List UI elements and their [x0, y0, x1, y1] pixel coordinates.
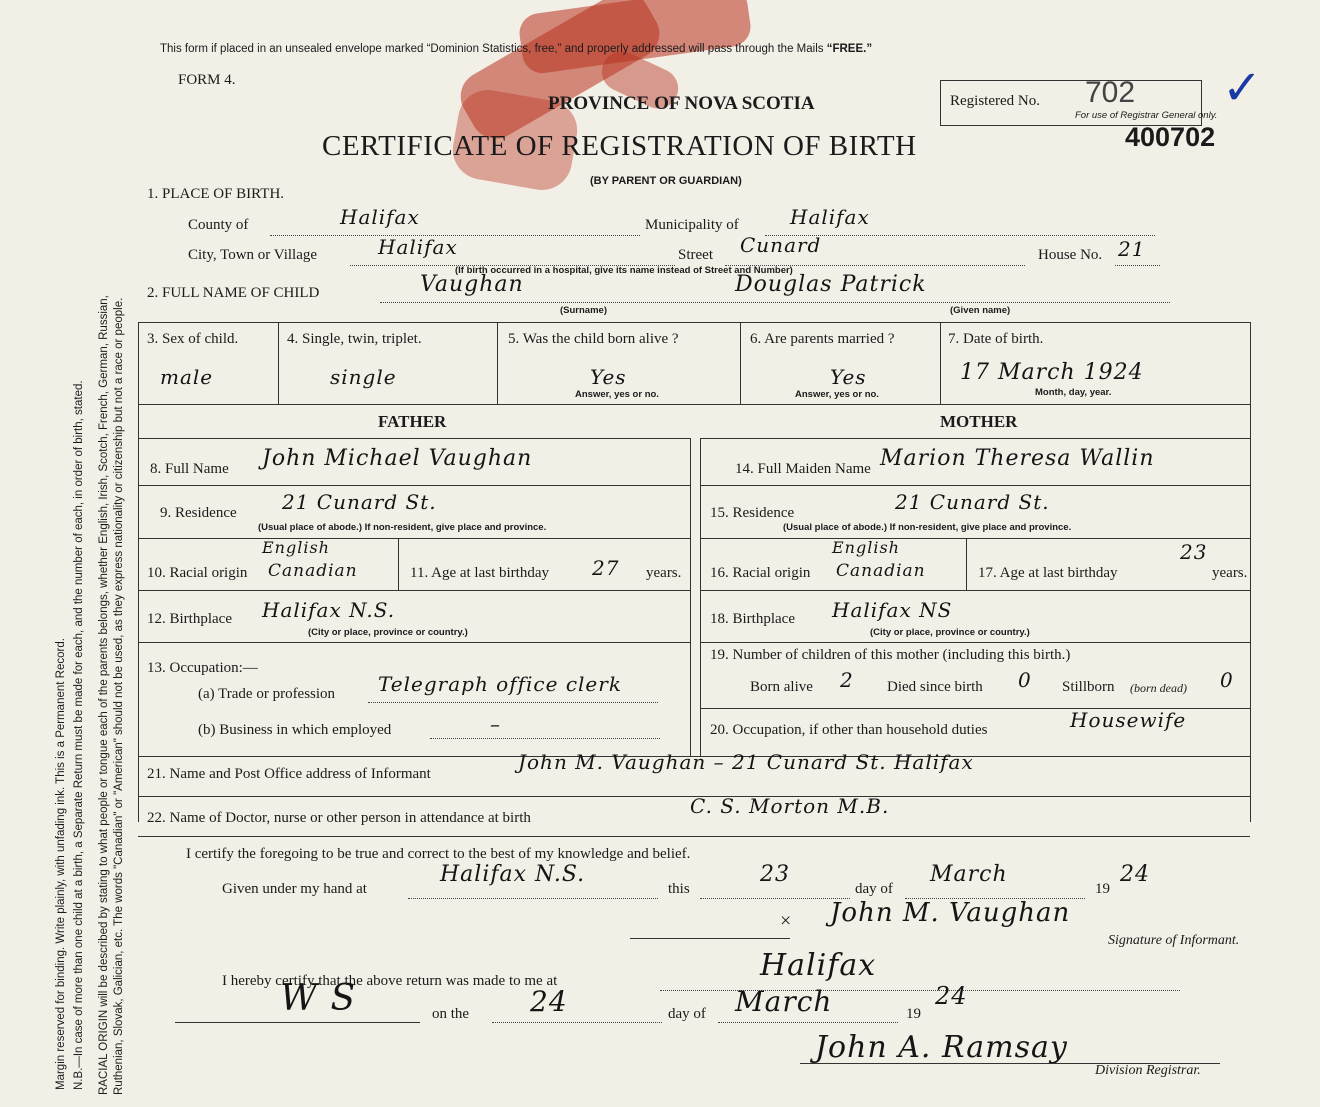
registrar-signature-label: Division Registrar.: [1095, 1063, 1201, 1078]
municipality-value: Halifax: [790, 205, 870, 229]
informant-signature: John M. Vaughan: [830, 898, 1071, 928]
mother-birthplace-note: (City or place, province or country.): [870, 627, 1030, 638]
father-racial-origin-over: English: [262, 538, 330, 557]
registered-number-value: 702: [1085, 76, 1136, 109]
father-trade-label: (a) Trade or profession: [198, 686, 336, 702]
surname-note: (Surname): [560, 305, 607, 316]
county-value: Halifax: [340, 205, 420, 229]
registrar-month-value: March: [735, 985, 833, 1018]
informant-value: John M. Vaughan – 21 Cunard St. Halifax: [518, 750, 974, 774]
given-under-hand-label: Given under my hand at: [222, 881, 367, 897]
registrar-certify-text: I hereby certify that the above return was made to me at: [222, 973, 558, 989]
father-age-years: years.: [646, 565, 682, 581]
father-racial-origin-value: Canadian: [268, 561, 358, 581]
father-residence-note: (Usual place of abode.) If non-resident, give place and province.: [258, 522, 547, 533]
died-since-birth-label: Died since birth: [887, 679, 983, 695]
stillborn-note: (born dead): [1130, 681, 1187, 695]
registered-number-note: For use of Registrar General only.: [1075, 110, 1218, 121]
born-alive-count-value: 2: [840, 668, 854, 692]
born-alive-value: Yes: [590, 365, 627, 389]
died-since-birth-value: 0: [1018, 668, 1032, 692]
mother-residence-label: 15. Residence: [710, 505, 795, 521]
margin-note-racial-origin: RACIAL ORIGIN will be described by stating to what people or tongue each of the parents belongs, whether English, Irish, Scotch, French, German, Russian,: [98, 295, 110, 1095]
hospital-note: (If birth occurred in a hospital, give its name instead of Street and Number): [455, 265, 793, 276]
house-value: 21: [1118, 237, 1146, 261]
registrar-day-value: 24: [530, 985, 568, 1018]
registrar-signature: John A. Ramsay: [815, 1030, 1068, 1065]
house-label: House No.: [1038, 247, 1103, 263]
postal-note-text: This form if placed in an unsealed envelope marked “Dominion Statistics, free,” and properly addressed will pass through the Mails: [160, 43, 827, 55]
mother-children-label: 19. Number of children of this mother (including this birth.): [710, 647, 1071, 663]
street-label: Street: [678, 247, 713, 263]
multiple-value: single: [330, 365, 397, 389]
father-birthplace-note: (City or place, province or country.): [308, 627, 468, 638]
born-alive-note: Answer, yes or no.: [575, 389, 659, 400]
mother-age-years: years.: [1212, 565, 1248, 581]
margin-note-racial-origin-cont: Ruthenian, Slovak, Galician, etc. The words "Canadian" or "American" should not be used, as they express nationality or citizenship but not a race or people.: [113, 297, 125, 1095]
registrar-year-prefix: 19: [906, 1006, 921, 1022]
dob-label: 7. Date of birth.: [948, 331, 1044, 347]
registrar-initials: W S: [280, 978, 357, 1019]
father-birthplace-label: 12. Birthplace: [147, 611, 232, 627]
page-subtitle: (BY PARENT OR GUARDIAN): [590, 175, 742, 187]
child-given-name: Douglas Patrick: [735, 272, 927, 297]
registrar-day-of-label: day of: [668, 1006, 706, 1022]
county-label: County of: [188, 217, 249, 233]
informant-label: 21. Name and Post Office address of Informant: [147, 766, 431, 782]
father-name-label: 8. Full Name: [150, 461, 229, 477]
mother-racial-origin-label: 16. Racial origin: [710, 565, 811, 581]
parents-married-value: Yes: [830, 365, 867, 389]
certify-day-value: 23: [760, 862, 790, 887]
margin-note-binding: Margin reserved for binding. Write plainly, with unfading ink. This is a Permanent Record.: [55, 638, 67, 1090]
registration-number-large: 400702: [1125, 122, 1216, 152]
postal-note-free: “FREE.”: [826, 43, 873, 55]
father-residence-label: 9. Residence: [160, 505, 237, 521]
informant-signature-label: Signature of Informant.: [1108, 933, 1240, 948]
postal-note: [160, 43, 872, 55]
parents-married-note: Answer, yes or no.: [795, 389, 879, 400]
mother-birthplace-label: 18. Birthplace: [710, 611, 795, 627]
certify-year-prefix: 19: [1095, 881, 1110, 897]
registrar-year-value: 24: [935, 982, 968, 1010]
father-heading: FATHER: [378, 412, 447, 431]
stillborn-value: 0: [1220, 668, 1234, 692]
mother-heading: MOTHER: [940, 412, 1018, 431]
given-name-note: (Given name): [950, 305, 1011, 316]
mother-age-value: 23: [1180, 540, 1208, 564]
mother-racial-origin-value: Canadian: [836, 561, 926, 581]
province-heading: PROVINCE OF NOVA SCOTIA: [548, 93, 815, 114]
child-surname: Vaughan: [420, 272, 524, 297]
born-alive-label: 5. Was the child born alive ?: [508, 331, 679, 347]
municipality-label: Municipality of: [645, 217, 739, 233]
form-number: FORM 4.: [178, 72, 236, 88]
dob-value: 17 March 1924: [960, 360, 1144, 385]
margin-note-multiple-births: N.B.—In case of more than one child at a birth, a Separate Return must be made for each, and the number of each, in order of birth, stated.: [73, 380, 85, 1090]
certify-year-value: 24: [1120, 862, 1150, 887]
place-heading: 1. PLACE OF BIRTH.: [147, 186, 285, 202]
certify-this-label: this: [668, 881, 690, 897]
stillborn-label: Stillborn: [1062, 679, 1115, 695]
registrar-on-the-label: on the: [432, 1006, 470, 1022]
city-label: City, Town or Village: [188, 247, 318, 263]
certify-day-of-label: day of: [855, 881, 893, 897]
page-title: CERTIFICATE OF REGISTRATION OF BIRTH: [322, 130, 917, 162]
father-age-label: 11. Age at last birthday: [410, 565, 549, 581]
father-occupation-label: 13. Occupation:—: [147, 660, 258, 676]
mother-residence-value: 21 Cunard St.: [895, 490, 1050, 514]
doctor-value: C. S. Morton M.B.: [690, 794, 890, 818]
street-value: Cunard: [740, 233, 822, 257]
mother-age-label: 17. Age at last birthday: [978, 565, 1118, 581]
dob-note: Month, day, year.: [1035, 387, 1112, 398]
mother-birthplace-value: Halifax NS: [832, 598, 953, 622]
registrar-place-value: Halifax: [760, 948, 877, 983]
informant-x-mark: ×: [780, 910, 792, 932]
father-birthplace-value: Halifax N.S.: [262, 598, 396, 622]
registered-number-label: Registered No.: [950, 93, 1040, 109]
child-name-label: 2. FULL NAME OF CHILD: [147, 285, 320, 301]
certify-text: I certify the foregoing to be true and correct to the best of my knowledge and belief.: [186, 846, 691, 862]
father-name-value: John Michael Vaughan: [262, 446, 533, 471]
sex-value: male: [160, 365, 214, 389]
father-racial-origin-label: 10. Racial origin: [147, 565, 248, 581]
father-residence-value: 21 Cunard St.: [282, 490, 437, 514]
certify-month-value: March: [930, 862, 1008, 887]
parents-married-label: 6. Are parents married ?: [750, 331, 895, 347]
multiple-label: 4. Single, twin, triplet.: [287, 331, 422, 347]
city-value: Halifax: [378, 235, 458, 259]
mother-racial-origin-over: English: [832, 538, 900, 557]
mother-residence-note: (Usual place of abode.) If non-resident, give place and province.: [783, 522, 1072, 533]
certify-place-value: Halifax N.S.: [440, 862, 586, 887]
doctor-label: 22. Name of Doctor, nurse or other person in attendance at birth: [147, 810, 531, 826]
born-alive-count-label: Born alive: [750, 679, 813, 695]
mother-occupation-value: Housewife: [1070, 708, 1187, 732]
father-business-value: –: [490, 712, 501, 736]
mother-name-label: 14. Full Maiden Name: [735, 461, 871, 477]
father-age-value: 27: [592, 556, 620, 580]
check-mark-icon: ✓: [1222, 60, 1263, 116]
mother-occupation-label: 20. Occupation, if other than household duties: [710, 722, 988, 738]
mother-name-value: Marion Theresa Wallin: [880, 446, 1155, 471]
sex-label: 3. Sex of child.: [147, 331, 239, 347]
father-business-label: (b) Business in which employed: [198, 722, 392, 738]
father-trade-value: Telegraph office clerk: [378, 672, 622, 696]
